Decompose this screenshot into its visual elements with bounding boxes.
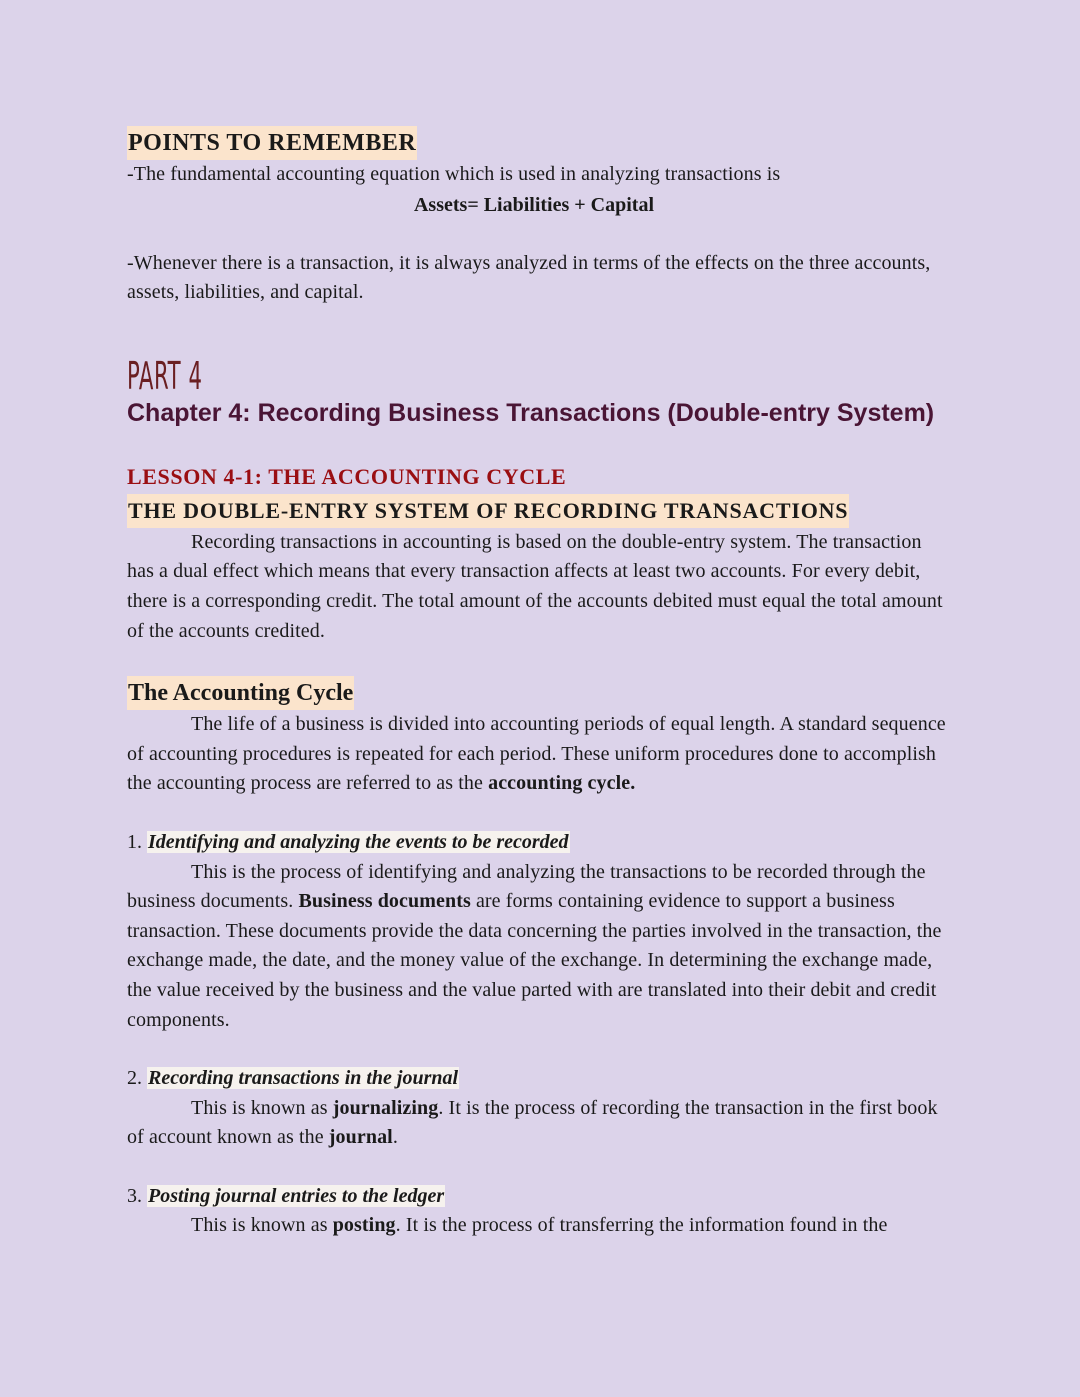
accounting-equation: Assets= Liabilities + Capital: [413, 193, 655, 216]
step-number: 1.: [127, 830, 147, 853]
step-body-term: posting: [332, 1214, 396, 1237]
double-entry-heading: THE DOUBLE-ENTRY SYSTEM OF RECORDING TRANSACTIONS: [127, 494, 849, 528]
step-number: 3.: [127, 1184, 147, 1207]
step-number: 2.: [127, 1067, 147, 1090]
step-body-text: are forms containing evidence to support a business transaction. These documents provide the data concerning the parties involved in the transaction, the exchange made, the date, and the money value of the exchange. In determining the exchange made, the value received by the business and the value parted with are translated into their debit and credit components.: [127, 890, 942, 1031]
points-heading: POINTS TO REMEMBER: [127, 126, 417, 160]
step-body-text: . It is the process of transferring the information found in the: [395, 1214, 888, 1237]
cycle-body-text: The life of a business is divided into accounting periods of equal length. A standard sequence of accounting procedures is repeated for each period. These uniform procedures done to accomplish the accounting process are referred to as the: [127, 713, 946, 795]
points-line-2: -Whenever there is a transaction, it is always analyzed in terms of the effects on the three accounts, assets, liabilities, and capital.: [127, 251, 931, 304]
step-title: Posting journal entries to the ledger: [148, 1184, 445, 1207]
cycle-body-term: accounting cycle.: [488, 772, 636, 795]
step-body-text: .: [392, 1126, 398, 1149]
step-2-body: [127, 1094, 947, 1153]
double-entry-body: Recording transactions in accounting is based on the double-entry system. The transaction has a dual effect which means that every transaction affects at least two accounts. For every debit, there is a corresponding credit. The total amount of the accounts debited must equal the total amount of the accounts credited.: [127, 530, 943, 642]
step-body-term: journal: [328, 1126, 393, 1149]
points-line-1: -The fundamental accounting equation which is used in analyzing transactions is: [127, 163, 781, 185]
accounting-cycle-body: [127, 710, 947, 799]
step-body-text: This is the process of identifying and analyzing the transactions to be recorded through the business documents.: [127, 860, 926, 913]
chapter-title: Chapter 4: Recording Business Transactions (Double-entry System): [127, 398, 935, 427]
step-3-title: [127, 1182, 947, 1212]
step-body-text: . It is the process of recording the transaction in the first book of account known as the: [127, 1096, 938, 1149]
step-1-body: [127, 858, 947, 1036]
document-page: [127, 126, 947, 1241]
step-1-title: [127, 828, 947, 858]
step-body-term: journalizing: [332, 1096, 439, 1119]
step-3-body: [127, 1211, 947, 1241]
step-body-text: This is known as: [191, 1096, 333, 1119]
step-2-title: [127, 1064, 947, 1094]
points-to-remember-section: [127, 126, 947, 308]
lesson-title: LESSON 4-1: THE ACCOUNTING CYCLE: [127, 463, 567, 489]
step-body-text: This is known as: [191, 1214, 333, 1237]
accounting-cycle-heading: The Accounting Cycle: [127, 676, 354, 710]
step-title: Recording transactions in the journal: [148, 1067, 459, 1090]
step-body-term: Business documents: [298, 890, 471, 913]
step-title: Identifying and analyzing the events to be recorded: [148, 830, 569, 853]
part-label: PART 4: [127, 353, 203, 398]
